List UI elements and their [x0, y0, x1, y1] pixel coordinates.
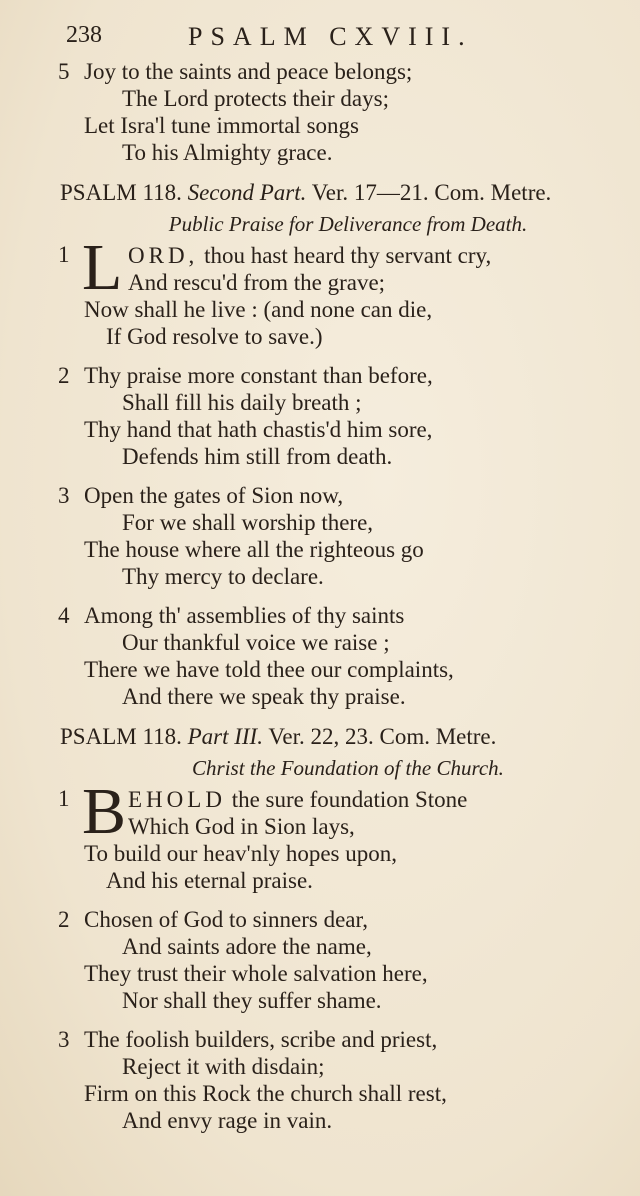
verse-line: Joy to the saints and peace belongs;	[84, 59, 413, 84]
verse-line: Which God in Sion lays,	[128, 814, 355, 839]
verse-number: 1	[58, 242, 70, 267]
verse-caps: EHOLD	[128, 787, 226, 812]
part-heading	[60, 178, 634, 208]
verse-number: 3	[58, 483, 70, 508]
heading-meta: Ver. 17—21. Com. Metre.	[311, 180, 552, 205]
verse-number: 3	[58, 1027, 70, 1052]
verse	[58, 1026, 634, 1134]
part-heading	[60, 722, 634, 752]
verse	[58, 231, 634, 350]
verse-line: Our thankful voice we raise ;	[122, 630, 390, 655]
verse-line: Open the gates of Sion now,	[84, 483, 344, 508]
verse	[58, 906, 634, 1014]
verse	[58, 58, 634, 166]
verse-number: 5	[58, 59, 70, 84]
heading-psalm: PSALM 118.	[60, 180, 182, 205]
heading-meta: Ver. 22, 23. Com. Metre.	[268, 724, 497, 749]
verse-line: To his Almighty grace.	[122, 140, 333, 165]
verse-line: Chosen of God to sinners dear,	[84, 907, 368, 932]
verse-line: They trust their whole salvation here,	[84, 961, 428, 986]
verse-line: And there we speak thy praise.	[122, 684, 406, 709]
verse-line: Now shall he live : (and none can die,	[84, 297, 433, 322]
verse	[58, 362, 634, 470]
drop-cap: L	[82, 231, 123, 304]
verse-number: 4	[58, 603, 70, 628]
verse-line: thou hast heard thy servant cry,	[198, 243, 492, 268]
verse-line: The Lord protects their days;	[122, 86, 389, 111]
part-subtitle: Public Praise for Deliverance from Death.	[168, 212, 528, 236]
page-body	[58, 58, 634, 1146]
verse-line: Nor shall they suffer shame.	[122, 988, 382, 1013]
verse-line: Thy praise more constant than before,	[84, 363, 433, 388]
verse-line: If God resolve to save.)	[106, 324, 323, 349]
verse	[58, 775, 634, 894]
verse-number: 2	[58, 907, 70, 932]
heading-part: Second Part.	[187, 180, 307, 205]
verse-line: Shall fill his daily breath ;	[122, 390, 362, 415]
verse-line: The house where all the righteous go	[84, 537, 424, 562]
verse-line: And saints adore the name,	[122, 934, 372, 959]
verse-line: Firm on this Rock the church shall rest,	[84, 1081, 447, 1106]
running-title: PSALM CXVIII.	[188, 22, 473, 51]
verse-line: The foolish builders, scribe and priest,	[84, 1027, 438, 1052]
verse-line: Let Isra'l tune immortal songs	[84, 113, 359, 138]
verse-line: There we have told thee our complaints,	[84, 657, 454, 682]
page-number: 238	[66, 22, 102, 48]
verse-line: Thy hand that hath chastis'd him sore,	[84, 417, 433, 442]
part-subtitle: Christ the Foundation of the Church.	[192, 756, 504, 780]
heading-psalm: PSALM 118.	[60, 724, 182, 749]
verse-line: For we shall worship there,	[122, 510, 374, 535]
verse	[58, 482, 634, 590]
verse-line: the sure foundation Stone	[225, 787, 468, 812]
heading-part: Part III.	[187, 724, 263, 749]
verse-line: Defends him still from death.	[122, 444, 393, 469]
verse-number: 2	[58, 363, 70, 388]
verse-line: And envy rage in vain.	[122, 1108, 333, 1133]
verse-line: Reject it with disdain;	[122, 1054, 325, 1079]
verse-line: And his eternal praise.	[106, 868, 313, 893]
verse-line: And rescu'd from the grave;	[128, 270, 386, 295]
verse-number: 1	[58, 786, 70, 811]
verse-line: Thy mercy to declare.	[122, 564, 324, 589]
verse	[58, 602, 634, 710]
drop-cap: B	[82, 775, 127, 848]
verse-line: Among th' assemblies of thy saints	[84, 603, 405, 628]
verse-caps: ORD,	[128, 243, 199, 268]
page-header	[66, 22, 626, 56]
verse-line: To build our heav'nly hopes upon,	[84, 841, 397, 866]
